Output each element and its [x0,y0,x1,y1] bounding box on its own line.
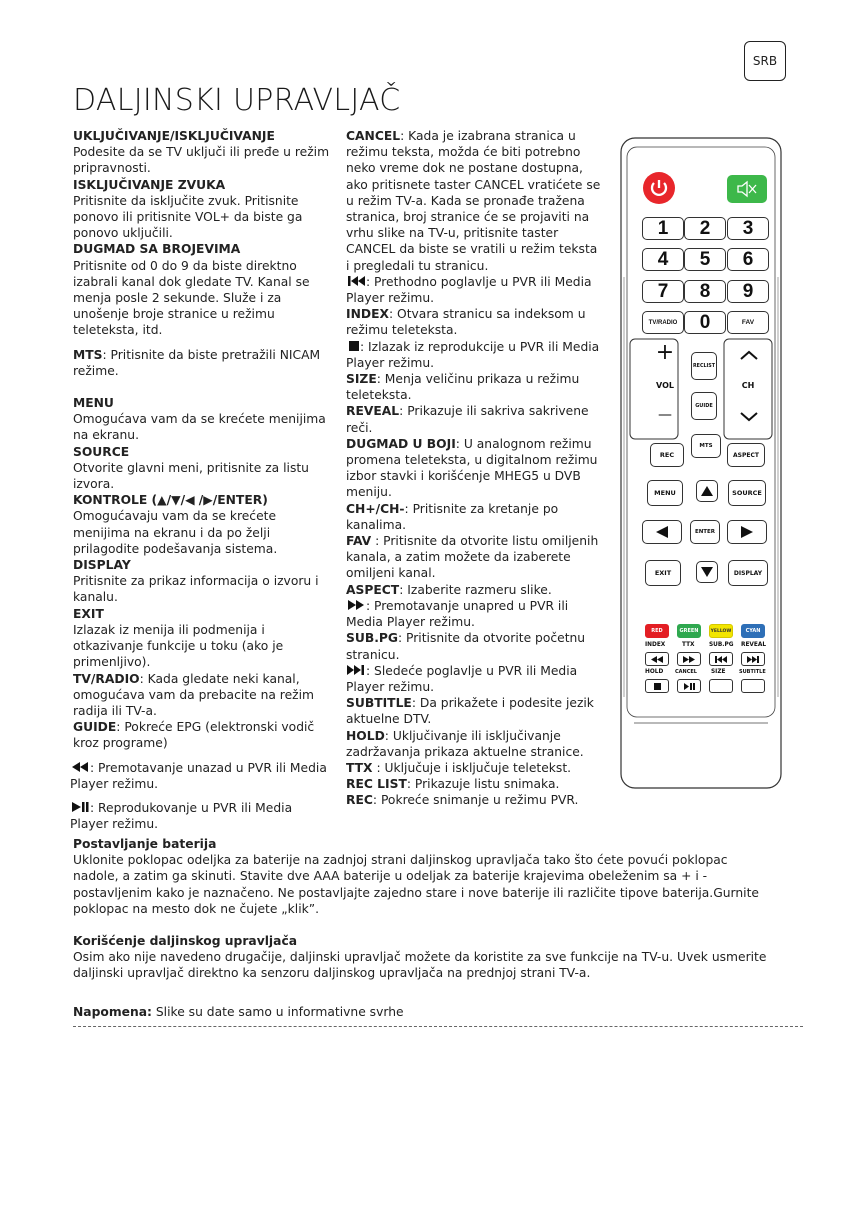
ttx-text: : Uključuje i isključuje teletekst. [372,760,572,775]
color-buttons-key: DUGMAD U BOJI [346,436,456,451]
cancel-entry [346,128,604,274]
digit-7-button[interactable]: 7 [642,280,684,303]
reveal-key: REVEAL [346,404,400,419]
display-button[interactable]: DISPLAY [728,560,768,586]
fav-entry [346,533,604,582]
note-section [73,1004,773,1020]
size-entry [346,371,604,403]
reclist-entry [346,776,604,792]
size-button[interactable] [709,679,733,693]
red-button[interactable]: RED [645,624,669,638]
up-arrow-icon [701,486,713,496]
subtitle-label: SUBTITLE [739,669,766,675]
hold-entry [346,728,604,760]
next-chapter-small-icon [747,656,759,663]
controls-text: Omogućavaju vam da se krećete menijima na ekranu i da po želji prilagodite podešavanja sistema. [73,509,278,556]
ttx-label: TTX [682,642,695,648]
batteries-section [73,836,773,917]
previous-chapter-button[interactable] [709,652,733,666]
play-pause-button[interactable] [677,679,701,693]
rewind-entry [70,760,331,792]
index-entry [346,306,604,338]
digit-3-button[interactable]: 3 [727,217,769,240]
rec-button[interactable]: REC [650,443,684,467]
stop-text: : Izlazak iz reprodukcije u PVR ili Media Player režimu. [346,339,600,370]
right-arrow-icon [741,526,753,538]
tvradio-button[interactable]: TV/RADIO [642,311,684,334]
ch-label: CH [741,381,755,390]
mute-heading: ISKLJUČIVANJE ZVUKA [73,177,226,192]
rec-entry [346,792,604,808]
mts-button[interactable]: MTS [691,434,721,458]
digit-1-button[interactable]: 1 [642,217,684,240]
power-text: Podesite da se TV uključi ili pređe u režim pripravnosti. [73,145,330,176]
down-arrow-icon [701,567,713,577]
ch-entry [346,501,604,533]
exit-text: Izlazak iz menija ili podmenija i otkazivanje funkcije u toku (ako je primenljivo). [73,622,284,670]
dashed-divider [73,1026,803,1027]
guide-text: : Pokreće EPG (elektronski vodič kroz programe) [73,720,315,751]
cyan-button[interactable]: CYAN [741,624,765,638]
next-text: : Sledeće poglavlje u PVR ili Media Player režimu. [346,663,578,694]
display-text: Pritisnite za prikaz informacija o izvoru i kanalu. [73,574,319,605]
tvradio-text: : Kada gledate neki kanal, omogućava vam da prebacite na režim radija ili TV-a. [73,671,315,718]
right-column [346,128,604,809]
aspect-button[interactable]: ASPECT [727,443,765,467]
hold-key: HOLD [346,728,385,743]
cancel-label: CANCEL [675,669,697,675]
mts-text: : Pritisnite da biste pretražili NICAM režime. [73,347,321,378]
ttx-entry [346,760,604,776]
menu-heading: MENU [73,396,114,411]
source-text: Otvorite glavni meni, pritisnite za listu izvora. [73,460,309,492]
index-key: INDEX [346,307,389,322]
aspect-key: ASPECT [346,582,400,597]
mts-entry [73,347,331,379]
left-arrow-button[interactable] [642,520,682,544]
ff-entry [346,598,604,630]
prev-entry [346,274,604,306]
power-button[interactable] [642,172,676,204]
size-text: : Menja veličinu prikaza u režimu teleteksta. [346,372,580,403]
stop-entry [346,339,604,371]
numbers-text: Pritisnite od 0 do 9 da biste direktno izabrali kanal dok gledate TV. Kanal se menja posle 2 sekunde. Služe i za unošenje broje stranice u režimu teleteksta, itd. [73,258,310,338]
source-heading: SOURCE [73,444,130,459]
cancel-key: CANCEL [346,129,401,143]
mts-key: MTS [73,347,103,362]
digit-4-button[interactable]: 4 [642,248,684,271]
prev-text: : Prethodno poglavlje u PVR ili Media Player režimu. [346,274,592,306]
subtitle-entry [346,695,604,727]
subtitle-key: SUBTITLE [346,696,412,711]
menu-button[interactable]: MENU [647,480,683,506]
guide-key: GUIDE [73,720,117,735]
note-text: Slike su date samo u informativne svrhe [151,1005,404,1019]
batteries-text: Uklonite poklopac odeljka za baterije na zadnjoj strani daljinskog upravljača tako što ćete povući poklopac nadole, a zatim ga skinuti. Stavite dve AAA baterije u odeljak za baterije krajevima obeleženim sa + i - postavljenim kako je naznačeno. Ne postavljajte zajedno stare i nove baterije ili različite tipove baterija.Gurnite poklopac na mesto dok ne čujete „klik”. [73,853,759,916]
digit-2-button[interactable]: 2 [684,217,726,240]
usage-heading: Korišćenje daljinskog upravljača [73,934,298,948]
size-key: SIZE [346,372,377,387]
stop-button[interactable] [645,679,669,693]
reveal-text: : Prikazuje ili sakriva sakrivene reči. [346,404,589,435]
vol-label: VOL [656,381,674,390]
ttx-key: TTX [346,760,373,775]
subpg-text: : Pritisnite da otvorite početnu stranicu. [346,631,586,662]
rewind-button[interactable] [645,652,669,666]
reclist-button[interactable]: RECLIST [691,352,717,380]
ch-key: CH+/CH- [346,501,405,516]
remote-illustration [620,137,782,789]
previous-chapter-icon [346,275,366,287]
mute-button[interactable] [727,175,767,203]
size-label: SIZE [711,669,726,675]
source-button[interactable]: SOURCE [728,480,766,506]
left-column [70,128,331,832]
play-pause-small-icon [684,683,695,690]
reclist-key: REC LIST [346,777,407,792]
subtitle-button[interactable] [741,679,765,693]
subpg-label: SUB.PG [709,642,734,648]
mute-icon [735,180,759,198]
subtitle-text: : Da prikažete i podesite jezik aktuelne DTV. [346,696,594,727]
rec-key: REC [346,793,373,808]
guide-entry [73,719,331,751]
rec-text: : Pokreće snimanje u režimu PVR. [372,793,579,808]
stop-small-icon [654,683,661,690]
batteries-heading: Postavljanje baterija [73,837,217,851]
numbers-heading: DUGMAD SA BROJEVIMA [73,242,241,257]
ff-text: : Premotavanje unapred u PVR ili Media Player režimu. [346,598,569,630]
fast-forward-icon [346,599,366,611]
right-arrow-button[interactable] [727,520,767,544]
color-buttons-entry [346,436,604,501]
stop-icon [346,340,360,352]
fav-button[interactable]: FAV [727,311,769,334]
ch-down-icon[interactable] [738,410,760,424]
previous-chapter-small-icon [715,656,727,663]
play-pause-text: : Reprodukovanje u PVR ili Media Player režimu. [70,800,293,832]
fast-forward-button[interactable] [677,652,701,666]
ch-up-icon[interactable] [738,348,760,362]
exit-heading: EXIT [73,606,104,621]
digit-8-button[interactable]: 8 [684,280,726,303]
down-arrow-button[interactable] [696,561,718,583]
digit-5-button[interactable]: 5 [684,248,726,271]
next-chapter-icon [346,664,366,676]
next-chapter-button[interactable] [741,652,765,666]
next-entry [346,663,604,695]
tvradio-key: TV/RADIO [73,671,140,686]
display-heading: DISPLAY [73,558,131,573]
cancel-text: : Kada je izabrana stranica u režimu teksta, možda će biti potrebno neko vreme dok ne postane dostupna, ako pritisnete taster CANCEL vratićete se u režim TV-a. Kada se pronađe tražena stranica, broj stranice će se projaviti na vrhu slike na TV-u, pritisnite taster CANCEL da biste se vratili u režim teksta i pregledali tu stranicu. [346,129,601,273]
play-pause-entry [70,800,331,832]
hold-label: HOLD [645,669,664,675]
note-label: Napomena: [73,1005,152,1019]
hold-text: : Uključivanje ili isključivanje zadržavanja prikaza aktuelne stranice. [346,728,584,759]
power-icon [642,172,676,204]
mute-text: Pritisnite da isključite zvuk. Pritisnite ponovo ili pritisnite VOL+ da biste ga ponovo uključili. [73,193,303,241]
controls-heading: KONTROLE (▲/▼/◀ /▶/ENTER) [73,493,268,508]
reveal-label: REVEAL [741,642,767,648]
page-title: DALJINSKI UPRAVLJAČ [73,83,401,118]
green-button[interactable]: GREEN [677,624,701,638]
index-label: INDEX [645,642,666,648]
rewind-small-icon [651,656,663,663]
digit-9-button[interactable]: 9 [727,280,769,303]
aspect-entry [346,582,604,598]
subpg-entry [346,630,604,662]
menu-text: Omogućava vam da se krećete menijima na ekranu. [73,412,326,443]
left-arrow-icon [656,526,668,538]
reveal-entry [346,403,604,435]
color-buttons-text: : U analognom režimu promena teleteksta, u digitalnom režimu izbor stavki i korišćenje MHEG5 u DVB meniju. [346,436,598,500]
fast-forward-small-icon [683,656,695,663]
up-arrow-button[interactable] [696,480,718,502]
reclist-text: : Prikazuje listu snimaka. [406,777,560,792]
usage-section [73,933,773,982]
language-badge: SRB [744,41,786,81]
digit-6-button[interactable]: 6 [727,248,769,271]
vol-up-button[interactable]: + [655,340,675,365]
enter-button[interactable]: ENTER [690,520,720,544]
vol-down-button[interactable]: — [658,407,672,423]
yellow-button[interactable]: YELLOW [709,624,733,638]
ch-text: : Pritisnite za kretanje po kanalima. [346,501,559,532]
guide-button[interactable]: GUIDE [691,392,717,420]
rewind-icon [70,761,90,773]
aspect-text: : Izaberite razmeru slike. [399,582,552,597]
index-text: : Otvara stranicu sa indeksom u režimu teleteksta. [346,307,586,338]
note-entry [73,1004,773,1020]
exit-button[interactable]: EXIT [645,560,681,586]
usage-text: Osim ako nije navedeno drugačije, daljinski upravljač možete da koristite za sve funkcije na TV-u. Uvek usmerite daljinski upravljač direktno ka senzoru daljinskog upravljača na prednjoj strani TV-a. [73,950,767,981]
rewind-text: : Premotavanje unazad u PVR ili Media Player režimu. [70,760,327,791]
tvradio-entry [73,671,331,720]
fav-key: FAV [346,534,372,549]
play-pause-icon [70,801,90,813]
power-heading: UKLJUČIVANJE/ISKLJUČIVANJE [73,129,275,143]
subpg-key: SUB.PG [346,631,398,646]
fav-text: : Pritisnite da otvorite listu omiljenih kanala, a zatim možete da izaberete omiljeni kanal. [346,534,599,581]
digit-0-button[interactable]: 0 [684,311,726,334]
